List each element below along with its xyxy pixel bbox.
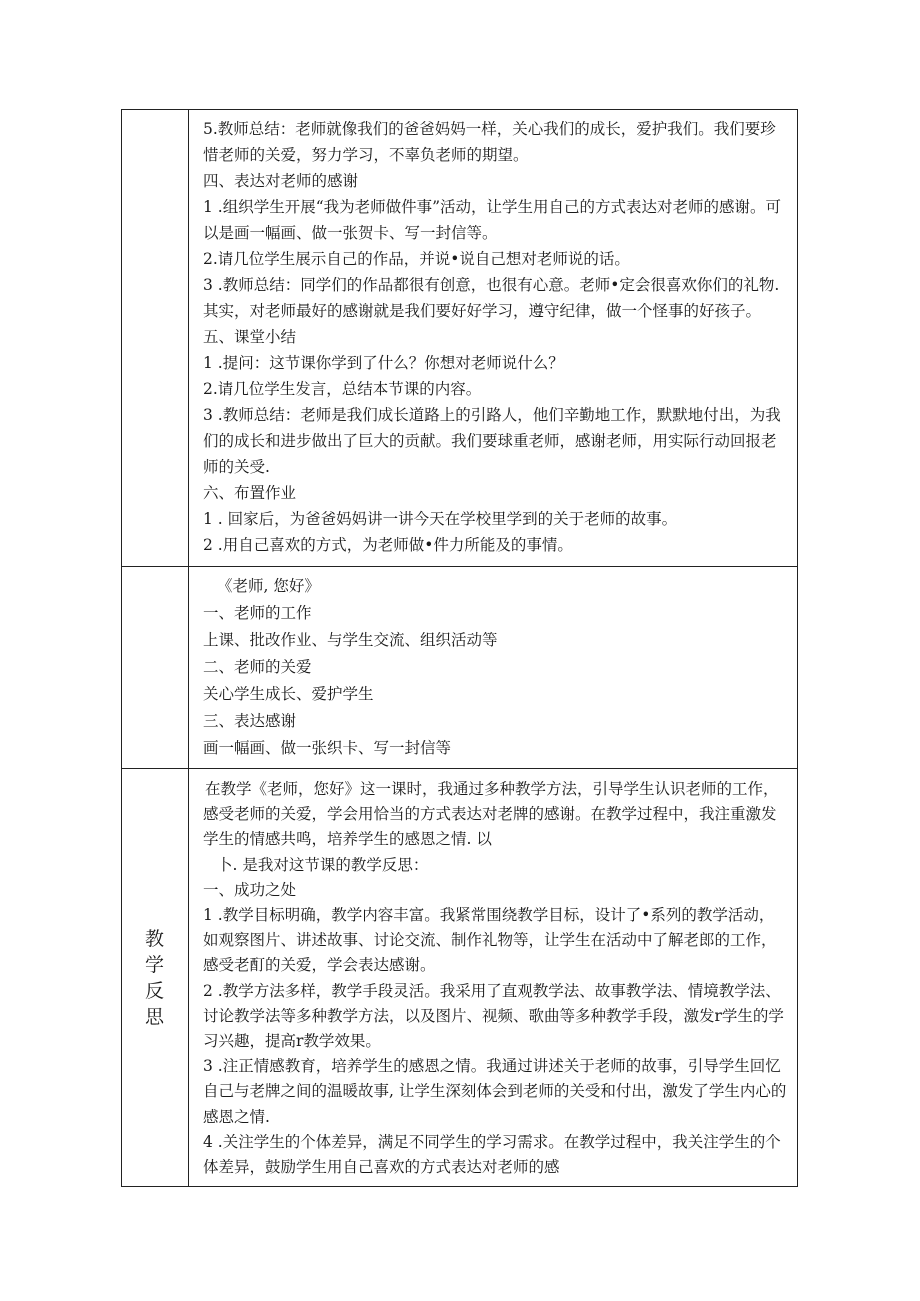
process-label-cell	[122, 110, 189, 567]
process-content	[189, 110, 797, 564]
lesson-plan-table	[121, 109, 798, 1187]
process-heading: 四、表达对老师的感谢	[203, 172, 359, 190]
reflection-line: 卜. 是我对这节课的教学反思：	[217, 855, 429, 874]
board-line: 一、老师的工作	[203, 604, 312, 622]
board-line: 关心学生成长、爱护学生	[203, 685, 374, 703]
board-line: 二、老师的关爱	[203, 658, 312, 676]
board-content	[189, 567, 797, 768]
board-content-cell	[189, 567, 798, 769]
reflection-line: 1 .教学目标明确，教学内容丰富。我紧常围绕教学目标，设计了•系列的教学活动，如观察图片、讲述故事、讨论交流、制作礼物等，让学生在活动中了解老郎的工作，感受老酊的关爱，学会表达感谢。	[203, 906, 777, 975]
process-heading: 五、课堂小结	[203, 328, 297, 346]
reflection-label: 教学反思	[144, 927, 165, 1028]
reflection-row	[122, 769, 798, 1187]
reflection-line: 3 .注正情感教育，培养学生的感恩之情。我通过讲述关于老师的故事，引导学生回忆自己与老牌之间的温暖故事, 让学生深刻体会到老师的关受和付出，激发了学生内心的感恩之情.	[203, 1057, 787, 1126]
reflection-content-cell	[189, 769, 798, 1187]
process-line: 2.请几位学生展示自己的作品，并说•说自己想对老师说的话。	[203, 250, 630, 268]
process-line: 2 .用自己喜欢的方式，为老师做•件力所能及的事情。	[203, 536, 573, 554]
board-line: 上课、批改作业、与学生交流、组织活动等	[203, 631, 498, 649]
board-line: 三、表达感谢	[203, 712, 297, 730]
process-line: 3 .教师总结：同学们的作品都很有创意，也很有心意。老师•定会很喜欢你们的礼物. 其实，对老师最好的感谢就是我们要好好学习，遵守纪律，做一个怪事的好孩子。	[203, 276, 785, 320]
board-line: 画一幅画、做一张织卡、写一封信等	[203, 739, 452, 757]
process-line: 1 .组织学生开展“我为老师做件事”活动，让学生用自己的方式表达对老师的感谢。可以是画一幅画、做一张贺卡、写一封信等。	[203, 198, 782, 242]
process-line: 1 . 回家后，为爸爸妈妈讲一讲今天在学校里学到的关于老师的故事。	[203, 510, 678, 528]
reflection-label-cell	[122, 769, 189, 1187]
reflection-heading: 一、成功之处	[203, 880, 297, 899]
process-heading: 六、布置作业	[203, 484, 297, 502]
board-label-cell	[122, 567, 189, 769]
process-row	[122, 110, 798, 567]
board-row	[122, 567, 798, 769]
process-line: 5.教师总结：老师就像我们的爸爸妈妈一样，关心我们的成长，爱护我们。我们要珍惜老师的关爱，努力学习，不辜负老师的期望。	[203, 120, 776, 164]
process-content-cell	[189, 110, 798, 567]
process-line: 3 .教师总结：老师是我们成长道路上的引路人，他们辛勤地工作，默默地付出，为我们的成长和进步做出了巨大的贡献。我们要球重老师，感谢老师，用实际行动回报老师的关受.	[203, 406, 781, 476]
reflection-content	[189, 769, 797, 1186]
process-line: 1 .提问：这节课你学到了什么？你想对老师说什么？	[203, 354, 564, 372]
board-title: 《老师, 您好》	[217, 577, 320, 595]
reflection-line: 2 .教学方法多样，教学手段灵活。我采用了直观教学法、故事教学法、情境教学法、讨论教学法等多种教学方法，以及图片、视频、歌曲等多种教学手段，激发r学生的学习兴趣，提高r教学效果。	[203, 981, 784, 1051]
reflection-line: 在教学《老师，您好》这一课时，我通过多种教学方法，引导学生认识老师的工作，感受老师的关爱，学会用恰当的方式表达对老牌的感谢。在教学过程中，我注重激发学生的情感共鸣，培养学生的感恩之情. 以	[203, 780, 779, 849]
reflection-line: 4 .关注学生的个体差异，满足不同学生的学习需求。在教学过程中，我关注学生的个体差异，鼓励学生用自己喜欢的方式表达对老师的感	[203, 1132, 781, 1177]
process-line: 2.请几位学生发言，总结本节课的内容。	[203, 380, 482, 398]
